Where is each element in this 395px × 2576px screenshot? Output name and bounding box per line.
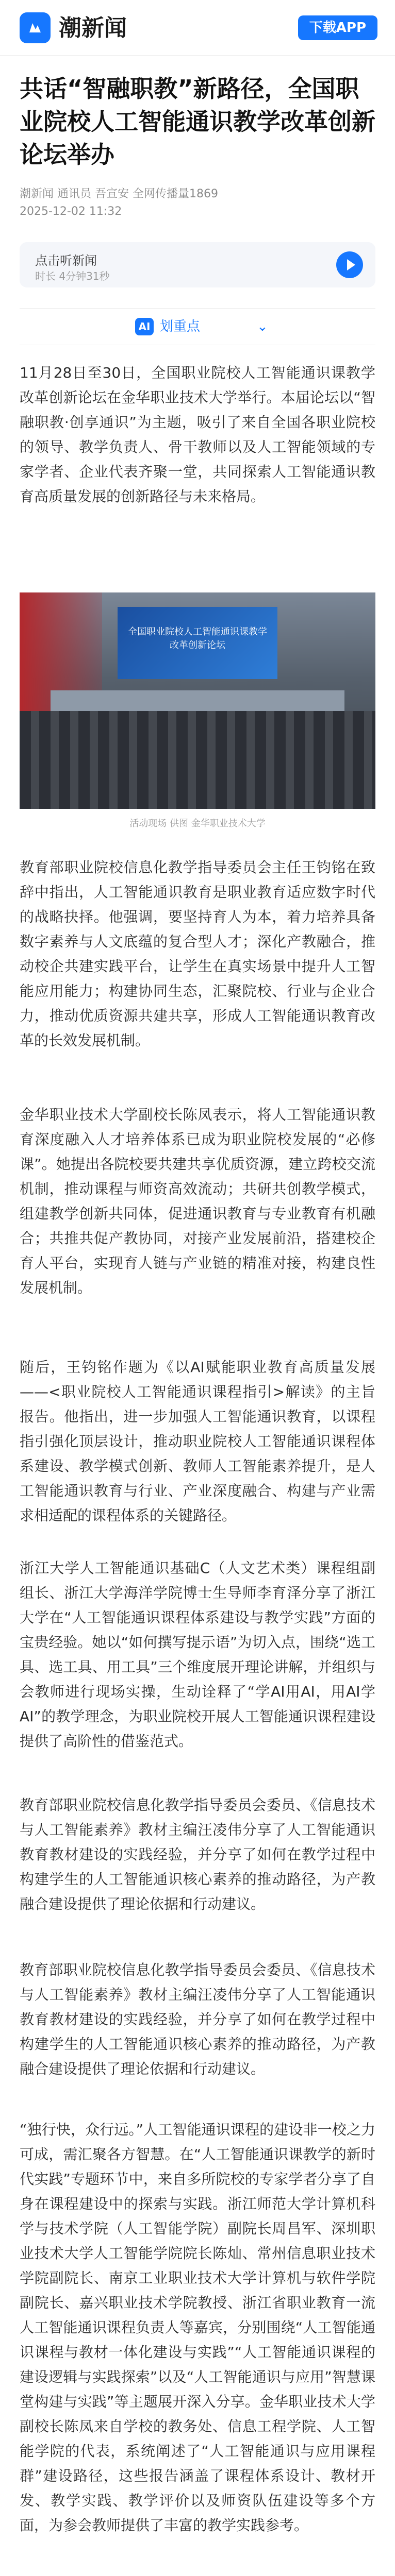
audio-player[interactable]: [20, 242, 375, 287]
article-paragraph: 浙江大学人工智能通识基础C（人文艺术类）课程组副组长、浙江大学海洋学院博士生导师李育泽分享了浙江大学在“人工智能通识课程体系建设与教学实践”方面的宝贵经验。她以“如何撰写提示语”为切入点，围绕“选工具、选工具、用工具”三个维度展开理论讲解，并组织与会教师进行现场实操，生动诠释了“学AI用AI，用AI学AI”的教学理念，为职业院校开展人工智能通识课程建设提供了高阶性的借鉴范式。: [20, 1560, 375, 1750]
article-source: 潮新闻 通讯员 吾宣安 全网传播量1869: [20, 188, 218, 200]
photo-caption: 活动现场 供图 金华职业技术大学: [129, 818, 266, 829]
article-paragraph: 教育部职业院校信息化教学指导委员会委员、《信息技术与人工智能素养》教材主编汪凌伟分享了人工智能通识教育教材建设的实践经验，并分享了如何在教学过程中构建学生的人工智能通识核心素养的推动路径，为产教融合建设提供了理论依据和行动建议。: [20, 1797, 375, 1912]
key-points-bar[interactable]: [20, 308, 375, 345]
article-paragraph: “独行快，众行远。”人工智能通识课程的建设非一校之力可成，需汇聚各方智慧。在“人工智能通识课教学的新时代实践”专题环节中，来自多所院校的专家学者分享了自身在课程建设中的探索与实践。浙江师范大学计算机科学与技术学院（人工智能学院）副院长周昌军、深圳职业技术大学人工智能学院院长陈灿、常州信息职业技术学院副院长、南京工业职业技术大学计算机与软件学院副院长、嘉兴职业技术学院教授、浙江省职业教育一流人工智能通识课程负责人等嘉宾，分别围绕“人工智能通识课程与教材一体化建设与实践”“人工智能通识课程的建设逻辑与实践探索”以及“人工智能通识与应用”智慧课堂构建与实践”等主题展开深入分享。金华职业技术大学副校长陈凤来自学校的教务处、信息工程学院、人工智能学院的代表，系统阐述了“人工智能通识与应用课程群”建设路径，这些报告涵盖了课程体系设计、教材开发、教学实践、教学评价以及师资队伍建设等多个方面，为参会教师提供了丰富的教学实践参考。: [20, 2121, 375, 2534]
audio-duration: 时长 4分钟31秒: [35, 270, 110, 282]
photo-stage: [51, 690, 344, 711]
article-paragraph: 教育部职业院校信息化教学指导委员会委员、《信息技术与人工智能素养》教材主编汪凌伟分享了人工智能通识教育教材建设的实践经验，并分享了如何在教学过程中构建学生的人工智能通识核心素养的推动路径，为产教融合建设提供了理论依据和行动建议。: [20, 1961, 375, 2077]
download-app-button[interactable]: 下载APP: [298, 15, 377, 40]
article-paragraph: 教育部职业院校信息化教学指导委员会主任王钧铭在致辞中指出，人工智能通识教育是职业教育适应数字时代的战略抉择。他强调，要坚持育人为本，着力培养具备数字素养与人文底蕴的复合型人才；深化产教融合，推动校企共建实践平台，让学生在真实场景中提升人工智能应用能力；构建协同生态，汇聚院校、行业与企业合力，推动优质资源共建共享，形成人工智能通识教育改革的长效发展机制。: [20, 859, 375, 1049]
article-photo: [20, 592, 375, 809]
article-paragraph: 随后，王钧铭作题为《以AI赋能职业教育高质量发展——<职业院校人工智能通识课程指引>解读》的主旨报告。他指出，进一步加强人工智能通识教育，以课程指引强化顶层设计，推动职业院校人工智能通识课程体系建设、教学模式创新、教师人工智能素养提升，是人工智能通识教育与行业、产业深度融合、构建与产业需求相适配的课程体系的关键路径。: [20, 1359, 375, 1524]
article-title: 共话“智融职教”新路径，全国职业院校人工智能通识教学改革创新论坛举办: [20, 75, 375, 168]
top-app-bar: [0, 0, 395, 56]
app-name: 潮新闻: [59, 15, 127, 41]
chevron-down-icon[interactable]: ⌄: [257, 319, 268, 334]
ai-badge-icon: AI: [135, 318, 154, 335]
article-meta: [20, 185, 375, 221]
photo-screen-text: 全国职业院校人工智能通识课教学改革创新论坛: [128, 626, 267, 651]
audio-title: 点击听新闻: [35, 253, 97, 268]
article-paragraph: 金华职业技术大学副校长陈凤表示，将人工智能通识教育深度融入人才培养体系已成为职业院校发展的“必修课”。她提出各院校要共建共享优质资源，建立跨校交流机制，推动课程与师资高效流动；共研共创教学模式，组建教学创新共同体，促进通识教育与专业教育有机融合；共推共促产教协同，对接产业发展前沿，搭建校企育人平台，实现育人链与产业链的精准对接，构建良性发展机制。: [20, 1106, 375, 1296]
photo-audience: [20, 711, 375, 809]
app-logo-icon: [20, 12, 51, 43]
article-paragraph: 11月28日至30日，全国职业院校人工智能通识课教学改革创新论坛在金华职业技术大学举行。本届论坛以“智融职教·创享通识”为主题，吸引了来自全国各职业院校的领导、教学负责人、骨干教师以及人工智能领域的专家学者、企业代表齐聚一堂，共同探索人工智能通识教育高质量发展的创新路径与未来格局。: [20, 364, 375, 505]
play-icon[interactable]: [336, 251, 363, 278]
key-points-label[interactable]: 划重点: [160, 319, 201, 334]
article-date: 2025-12-02 11:32: [20, 205, 122, 218]
